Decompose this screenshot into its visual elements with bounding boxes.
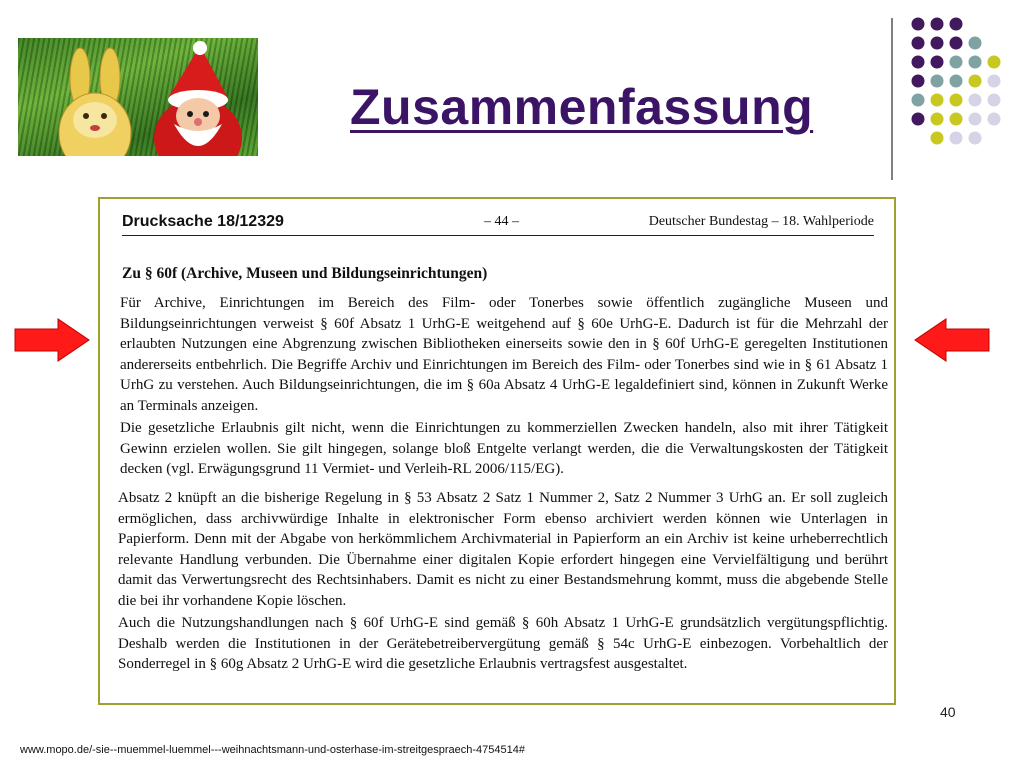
decorative-dot — [969, 37, 982, 50]
document-paragraph: Für Archive, Einrichtungen im Bereich des Film- oder Tonerbes sowie öffentlich zugängliche Museen und Bildungseinrichtungen verweist § 60f Absatz 1 UrhG-E weitgehend auf § 60e UrhG-E. Dadurch ist für die Mehrzahl der erlaubten Nutzungen eine Abgrenzung zwischen Bibliotheken einerseits sowie den in § 60f UrhG-E geregelten Institutionen andererseits entbehrlich. Die Begriffe Archiv und Einrichtungen im Bereich des Film- oder Tonerbes sind wie in § 61 Absatz 1 UrhG zu verstehen. Auch Bildungseinrichtungen, die im § 60a Absatz 4 UrhG-E legaldefiniert sind, können in Zukunft Werke an Terminals anzeigen. — [120, 295, 888, 414]
decorative-dot — [912, 75, 925, 88]
decorative-dot — [950, 37, 963, 50]
decorative-dot — [950, 18, 963, 31]
decorative-dot — [912, 18, 925, 31]
document-header — [122, 213, 874, 236]
decorative-dot — [931, 18, 944, 31]
decorative-dot — [931, 75, 944, 88]
source-url: www.mopo.de/-sie--muemmel-luemmel---weihnachtsmann-und-osterhase-im-streitgespraech-4754514# — [20, 744, 525, 756]
decorative-dot — [969, 132, 982, 145]
decorative-dot — [912, 56, 925, 69]
decorative-dot — [969, 56, 982, 69]
decorative-dot — [912, 113, 925, 126]
decorative-dot — [931, 113, 944, 126]
decorative-dot — [950, 94, 963, 107]
dot-grid — [912, 18, 1001, 145]
decorative-dot — [988, 56, 1001, 69]
decorative-dot — [931, 37, 944, 50]
decorative-dot — [931, 56, 944, 69]
chocolate-figures-photo — [18, 38, 258, 156]
document-paragraph: Die gesetzliche Erlaubnis gilt nicht, wenn die Einrichtungen zu kommerziellen Zwecken handeln, also mit ihrer Tätigkeit Gewinn erzielen wollen. Sie gilt hingegen, solange bloß Entgelte verlangt werden, die die Verwaltungskosten der Tätigkeit decken (vgl. Erwägungsgrund 11 Vermiet- und Verleih-RL 2006/115/EG). — [120, 420, 888, 478]
decorative-dot — [988, 94, 1001, 107]
decorative-dot — [988, 113, 1001, 126]
decorative-dot — [969, 75, 982, 88]
document-reference: Drucksache 18/12329 — [122, 213, 284, 230]
decorative-dot — [912, 94, 925, 107]
header-divider — [891, 18, 893, 180]
arrow-right-icon — [14, 318, 90, 362]
document-paragraph: Absatz 2 knüpft an die bisherige Regelung in § 53 Absatz 2 Satz 1 Nummer 2, Satz 2 Nummer 3 UrhG an. Er soll zugleich ermöglichen, dass archivwürdige Inhalte in elektronischer Form ebenso archiviert werden können wie Unterlagen in Papierform. Denn mit der Abgabe von herkömmlichem Archivmaterial in Papierform an ein Archiv ist keine urheberrechtlich relevante Handlung verbunden. Die Übernahme einer digitalen Kopie erfordert hingegen eine Vervielfältigung und berührt damit das Verwertungsrecht des Rechtsinhabers. Damit es nicht zu einer Bestandsmehrung kommt, muss die abgebende Stelle die bei ihr vorhandene Kopie löschen. — [118, 490, 888, 609]
slide-title: Zusammenfassung — [350, 79, 814, 135]
decorative-dot — [950, 75, 963, 88]
decorative-dot — [931, 94, 944, 107]
decorative-dot — [931, 132, 944, 145]
decorative-dot — [912, 37, 925, 50]
decorative-dot — [950, 113, 963, 126]
decorative-dot — [969, 94, 982, 107]
document-page-number: – 44 – — [484, 214, 519, 229]
document-paragraph: Auch die Nutzungshandlungen nach § 60f UrhG-E sind gemäß § 60h Absatz 1 UrhG-E grundsätzlich vergütungspflichtig. Deshalb werden die Institutionen in der Gerätebetreibervergütung gemäß § 54c UrhG-E einbezogen. Vorbehaltlich der Sonderregel in § 60g Absatz 2 UrhG-E wird die gesetzliche Erlaubnis vertragsfest ausgestaltet. — [118, 615, 888, 673]
document-excerpt — [98, 197, 896, 705]
decorative-dot — [950, 56, 963, 69]
decorative-dot — [988, 75, 1001, 88]
document-heading: Zu § 60f (Archive, Museen und Bildungseinrichtungen) — [122, 265, 488, 282]
slide-number: 40 — [940, 704, 956, 720]
decorative-dot — [950, 132, 963, 145]
decorative-dot — [969, 113, 982, 126]
arrow-left-icon — [914, 318, 990, 362]
document-organization: Deutscher Bundestag – 18. Wahlperiode — [648, 214, 874, 229]
